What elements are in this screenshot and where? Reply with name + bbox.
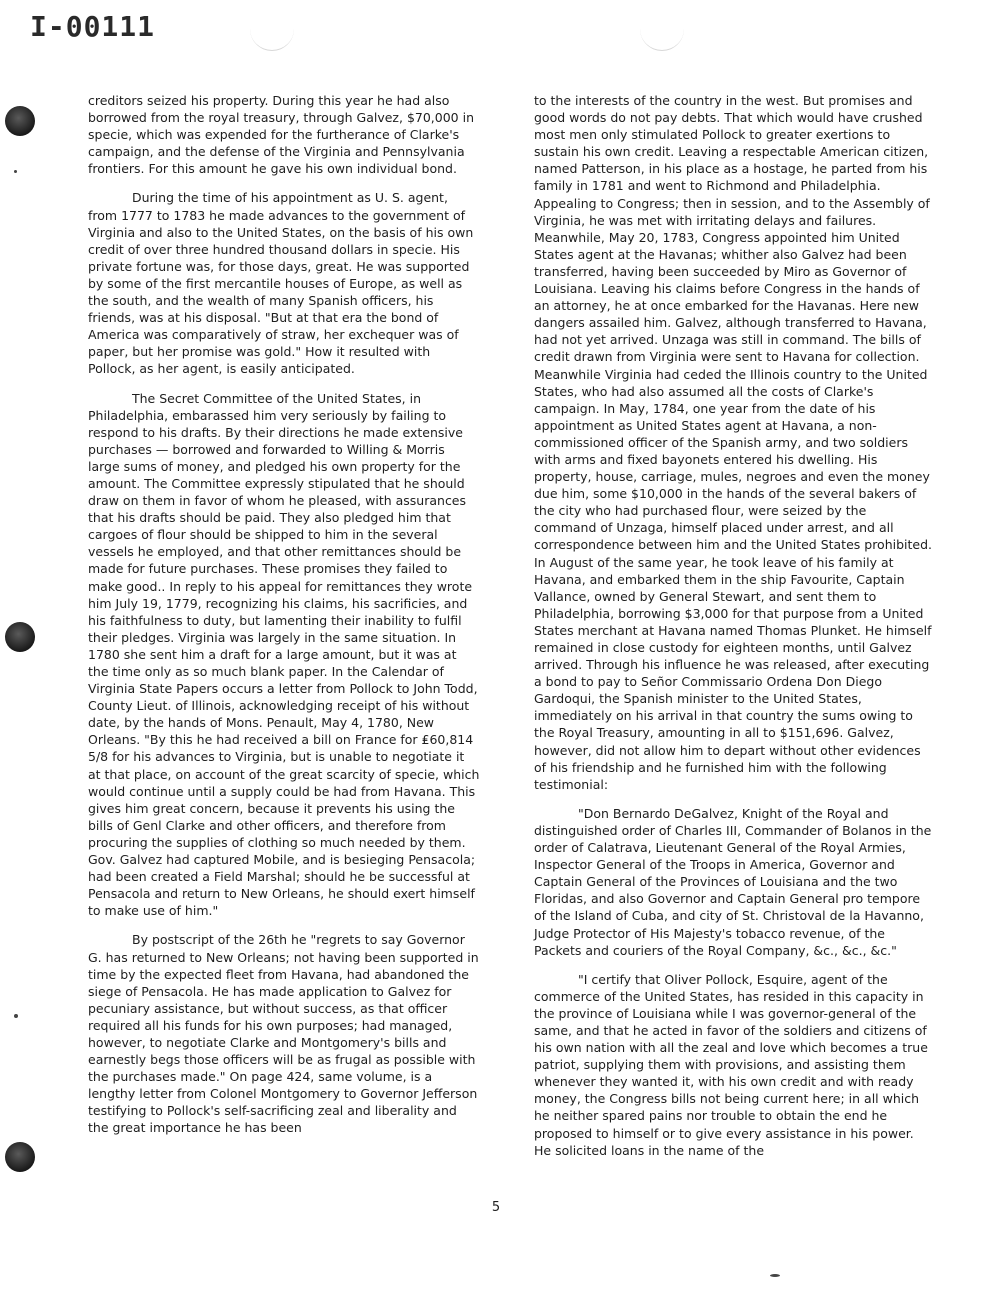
paragraph: creditors seized his property. During this year he had also borrowed from the royal treasury, through Galvez, $70,000 in specie, which was expended for the furtherance of Clarke's campaign, and the defense of the Virginia and Pennsylvania frontiers. For this amount he gave his own individual bond. [88,93,474,177]
scan-speck [14,170,17,173]
punch-hole [5,622,35,652]
scan-artifact-arc [250,28,294,51]
quoted-certificate-paragraph: "I certify that Oliver Pollock, Esquire, agent of the commerce of the United States, has resided in this capacity in the province of Louisiana while I was governor-general of the same, and that he acted in favor of the soldiers and citizens of his own nation with all the zeal and love which becomes a true patriot, supplying them with provisions, and assisting them whenever they wanted it, with his own credit and with ready money, the Congress bills not being current here; in all which he neither spared pains nor trouble to obtain the end he proposed to himself or to give every assistance in his power. He solicited loans in the name of the [534,971,928,1158]
page-number: 5 [491,1200,501,1215]
quoted-title-paragraph: "Don Bernardo DeGalvez, Knight of the Royal and distinguished order of Charles III, Commander of Bolanos in the order of Calatrava, Lieutenant General of the Royal Armies, Inspector General of the Troops in America, Governor and Captain General of the Provinces of Louisiana and the two Floridas, and also Governor and Captain General pro tempore of the Island of Cuba, and city of St. Christoval de la Havanno, Judge Protector of His Majesty's tobacco revenue, of the Packets and couriers of the Royal Company, &c., &c., &c." [534,805,932,958]
paragraph: to the interests of the country in the west. But promises and good words do not pay debts. That which would have crushed most men only stimulated Pollock to greater exertions to sustain his own credit. Leaving a respectable American citizen, named Patterson, in his place as a hostage, he parted from his family in 1781 and went to Richmond and Philadelphia. Appealing to Congress; then in session, and to the Assembly of Virginia, he was met with irritating delays and failures. Meanwhile, May 20, 1783, Congress appointed him United States agent at the Havanas; whither also Galvez had been transferred, having been succeeded by Miro as Governor of Louisiana. Leaving his claims before Congress in the hands of an attorney, he at once embarked for the Havanas. Here new dangers assailed him. Galvez, although transferred to Havana, had not yet arrived. Unzaga was still in command. The bills of credit drawn from Virginia were sent to Havana for collection. Meanwhile Virginia had ceded the Illinois country to the United States, who had also assumed all the costs of Clarke's campaign. In May, 1784, one year from the date of his appointment as United States agent at Havana, a non-commissioned officer of the Spanish army, and two soldiers with arms and fixed bayonets entered his dwelling. His property, house, carriage, mules, negroes and even the money due him, some $10,000 in the hands of the several bakers of the city who had purchased flour, were seized by the command of Unzaga, himself placed under arrest, and all correspondence between him and the United States prohibited. In August of the same year, he took leave of his family at Havana, and embarked them in the ship Favourite, Captain Vallance, owned by General Stewart, and sent them to Philadelphia, borrowing $3,000 for that purpose from a United States merchant at Havana named Thomas Plunket. He himself remained in close custody for eighteen months, until Galvez arrived. Through his influence he was released, after executing a bond to pay to Señor Commissario Ordena Don Diego Gardoqui, the Spanish minister to the United States, immediately on his arrival in that country the sums owing to the Royal Treasury, amounting in all to $151,696. Galvez, however, did not allow him to depart without other evidences of his friendship and he furnished him with the following testimonial: [534,93,933,792]
document-id-stamp: I-00111 [30,10,156,43]
paragraph: By postscript of the 26th he "regrets to say Governor G. has returned to New Orleans; not having been supported in time by the expected fleet from Havana, had abandoned the siege of Pensacola. He has made application to Galvez for pecuniary assistance, but without success, as that officer required all his funds for his own purposes; had managed, however, to negotiate Clarke and Montgomery's bills and earnestly begs those officers will be as frugal as possible with the purchases made." On page 424, same volume, is a lengthy letter from Colonel Montgomery to Governor Jefferson testifying to Pollock's self-sacrificing zeal and liberality and the great importance he has been [88,932,479,1136]
left-column [88,92,480,1149]
scan-speck [770,1274,780,1277]
scan-speck [14,1014,18,1018]
paragraph: The Secret Committee of the United States, in Philadelphia, embarassed him very seriously by failing to respond to his drafts. By their directions he made extensive purchases — borrowed and forwarded to Willing & Morris large sums of money, and pledged his own property for the amount. The Committee expressly stipulated that he should draw on them in favor of whom he pleased, with assurances that his drafts should be paid. They also pledged him that cargoes of flour should be shipped to him in the several vessels he employed, and that other remittances should be made for future purchases. These promises they failed to make good.. In reply to his appeal for remittances they wrote him July 19, 1779, recognizing his claims, his sacrificies, and his faithfulness to duty, but lamenting their inability to fulfil their pledges. Virginia was largely in the same situation. In 1780 she sent him a draft for a large amount, but it was at the time only as so much blank paper. In the Calendar of Virginia State Papers occurs a letter from Pollock to John Todd, County Lieut. of Illinois, acknowledging receipt of his without date, by the hands of Mons. Penault, May 4, 1780, New Orleans. "By this he had received a bill on France for ₤60,814 5/8 for his advances to Virginia, but is unable to negotiate it at that place, on account of the great scarcity of specie, which would continue until a supply could be had from Havana. This gives him great concern, because it prevents his using the bills of Genl Clarke and other officers, and therefore from procuring the supplies of clothing so much needed by them. Gov. Galvez had captured Mobile, and is besieging Pensacola; had been created a Field Marshal; should he be successful at Pensacola and return to New Orleans, he should exert himself to make use of him." [88,390,480,919]
paragraph: During the time of his appointment as U. S. agent, from 1777 to 1783 he made advances to the government of Virginia and also to the United States, on the basis of his own credit of over three hundred thousand dollars in specie. His private fortune was, for those days, great. He was supported by some of the first mercantile houses of Europe, as well as the south, and the wealth of many Spanish officers, his friends, was at his disposal. "But at that era the bond of America was comparatively of straw, her exchequer was of paper, but her promise was gold." How it resulted with Pollock, as her agent, is easily anticipated. [88,190,474,377]
punch-hole [5,1142,35,1172]
right-column [534,92,932,1171]
scan-artifact-arc [640,28,684,51]
punch-hole [5,106,35,136]
